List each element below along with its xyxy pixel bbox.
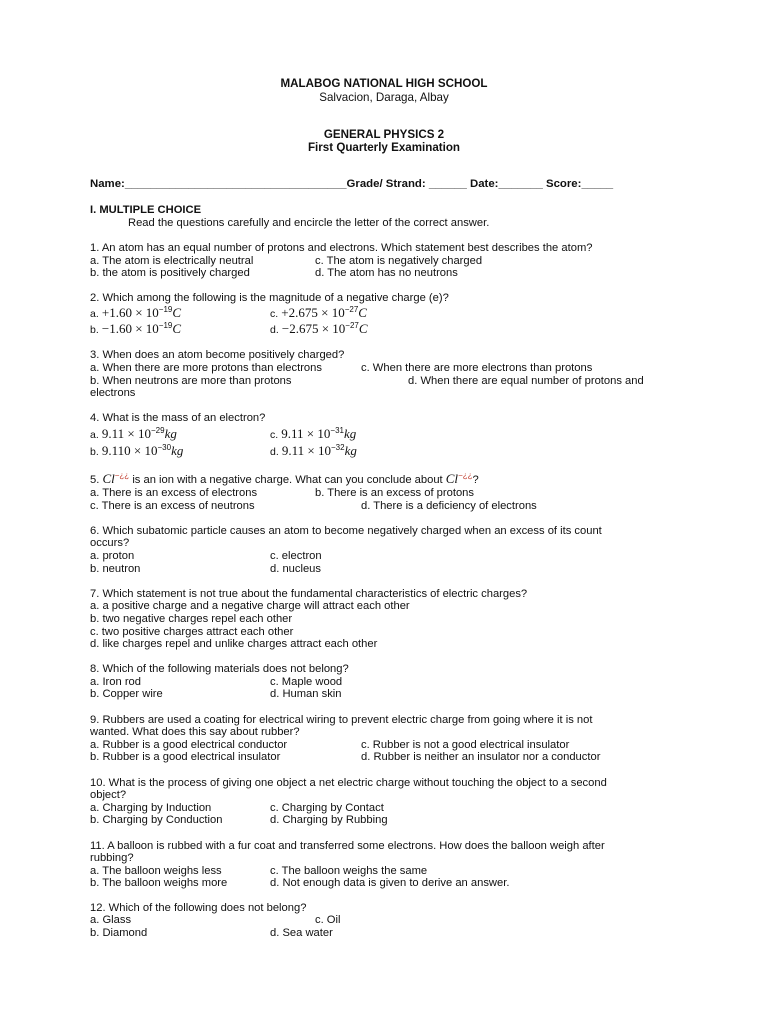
q8-option-b: b. Copper wire xyxy=(90,688,163,700)
q12-option-d: d. Sea water xyxy=(270,927,333,939)
q1-stem: 1. An atom has an equal number of protons and electrons. Which statement best describes the atom? xyxy=(90,242,593,254)
q7-stem: 7. Which statement is not true about the fundamental characteristics of electric charges? xyxy=(90,588,528,600)
q3-option-d: d. When there are equal number of protons and xyxy=(408,375,644,387)
q9-stem: 9. Rubbers are used a coating for electrical wiring to prevent electric charge from going where it is not xyxy=(90,714,593,726)
q3-option-a: a. When there are more protons than electrons xyxy=(90,362,322,374)
q6-option-b: b. neutron xyxy=(90,563,141,575)
q2-option-b: b. $-1.60 \times 10^{-19}C$ xyxy=(90,321,182,336)
q6-option-c: c. electron xyxy=(270,550,322,562)
q4-option-a: a. $9.11 \times 10^{-29}kg$ xyxy=(90,426,177,441)
q6-stem-cont: occurs? xyxy=(90,537,130,549)
q5-option-c: c. There is an excess of neutrons xyxy=(90,500,255,512)
q11-option-c: c. The balloon weighs the same xyxy=(270,865,428,877)
q1-option-d: d. The atom has no neutrons xyxy=(315,267,458,279)
q7-option-b: b. two negative charges repel each other xyxy=(90,613,293,625)
q11-option-b: b. The balloon weighs more xyxy=(90,877,228,889)
q8-option-d: d. Human skin xyxy=(270,688,342,700)
q3-option-d-cont: electrons xyxy=(90,387,136,399)
q1-option-b: b. the atom is positively charged xyxy=(90,267,250,279)
q9-option-d: d. Rubber is neither an insulator nor a conductor xyxy=(361,751,601,763)
q12-option-c: c. Oil xyxy=(315,914,341,926)
q11-option-d: d. Not enough data is given to derive an answer. xyxy=(270,877,510,889)
q8-option-c: c. Maple wood xyxy=(270,676,343,688)
instructions: Read the questions carefully and encircle the letter of the correct answer. xyxy=(128,217,490,229)
q4-option-c: c. $9.11 \times 10^{-31}kg$ xyxy=(270,426,357,441)
q3-option-b: b. When neutrons are more than protons xyxy=(90,375,292,387)
q2-option-a: a. $+1.60 \times 10^{-19}C$ xyxy=(90,305,182,320)
q5-option-a: a. There is an excess of electrons xyxy=(90,487,258,499)
q2-stem: 2. Which among the following is the magnitude of a negative charge (e)? xyxy=(90,292,449,304)
q10-option-a: a. Charging by Induction xyxy=(90,802,212,814)
q7-option-c: c. two positive charges attract each other xyxy=(90,626,294,638)
q2-option-c: c. $+2.675 \times 10^{-27}C$ xyxy=(270,305,367,320)
section-title: I. MULTIPLE CHOICE xyxy=(90,204,202,216)
q4-option-d: d. $9.11 \times 10^{-32}kg$ xyxy=(270,443,357,458)
q9-option-c: c. Rubber is not a good electrical insulator xyxy=(361,739,570,751)
q12-option-b: b. Diamond xyxy=(90,927,148,939)
q5-stem: 5. Cl−¿¿ is an ion with a negative charge. What can you conclude about Cl−¿¿? xyxy=(90,471,479,486)
q10-option-d: d. Charging by Rubbing xyxy=(270,814,388,826)
student-info-line: Name:___________________________________Grade/ Strand: ______ Date:_______ Score:_____ xyxy=(90,178,614,190)
q8-option-a: a. Iron rod xyxy=(90,676,141,688)
q3-stem: 3. When does an atom become positively charged? xyxy=(90,349,345,361)
q4-option-b: b. $9.110 \times 10^{-30}kg$ xyxy=(90,443,184,458)
q12-stem: 12. Which of the following does not belong? xyxy=(90,902,307,914)
q7-option-a: a. a positive charge and a negative charge will attract each other xyxy=(90,600,410,612)
q10-stem-cont: object? xyxy=(90,789,127,801)
q4-stem: 4. What is the mass of an electron? xyxy=(90,412,266,424)
q11-stem-cont: rubbing? xyxy=(90,852,134,864)
q8-stem: 8. Which of the following materials does not belong? xyxy=(90,663,349,675)
school-name: MALABOG NATIONAL HIGH SCHOOL xyxy=(280,77,488,90)
q9-option-b: b. Rubber is a good electrical insulator xyxy=(90,751,281,763)
exam-title: First Quarterly Examination xyxy=(307,141,461,154)
q10-stem: 10. What is the process of giving one object a net electric charge without touching the object to a second xyxy=(90,777,607,789)
q1-option-a: a. The atom is electrically neutral xyxy=(90,255,254,267)
q10-option-b: b. Charging by Conduction xyxy=(90,814,223,826)
q5-option-b: b. There is an excess of protons xyxy=(315,487,474,499)
subject-title: GENERAL PHYSICS 2 xyxy=(323,128,445,141)
q11-option-a: a. The balloon weighs less xyxy=(90,865,222,877)
q1-option-c: c. The atom is negatively charged xyxy=(315,255,483,267)
q5-option-d: d. There is a deficiency of electrons xyxy=(361,500,537,512)
q2-option-d: d. $-2.675 \times 10^{-27}C$ xyxy=(270,321,368,336)
q12-option-a: a. Glass xyxy=(90,914,132,926)
q11-stem: 11. A balloon is rubbed with a fur coat and transferred some electrons. How does the balloon weigh after xyxy=(90,840,605,852)
school-address: Salvacion, Daraga, Albay xyxy=(319,91,449,104)
q3-option-c: c. When there are more electrons than protons xyxy=(361,362,593,374)
q7-option-d: d. like charges repel and unlike charges attract each other xyxy=(90,638,378,650)
q9-stem-cont: wanted. What does this say about rubber? xyxy=(90,726,300,738)
q6-stem: 6. Which subatomic particle causes an atom to become negatively charged when an excess of its count xyxy=(90,525,602,537)
q9-option-a: a. Rubber is a good electrical conductor xyxy=(90,739,288,751)
q6-option-a: a. proton xyxy=(90,550,135,562)
q6-option-d: d. nucleus xyxy=(270,563,321,575)
q10-option-c: c. Charging by Contact xyxy=(270,802,384,814)
